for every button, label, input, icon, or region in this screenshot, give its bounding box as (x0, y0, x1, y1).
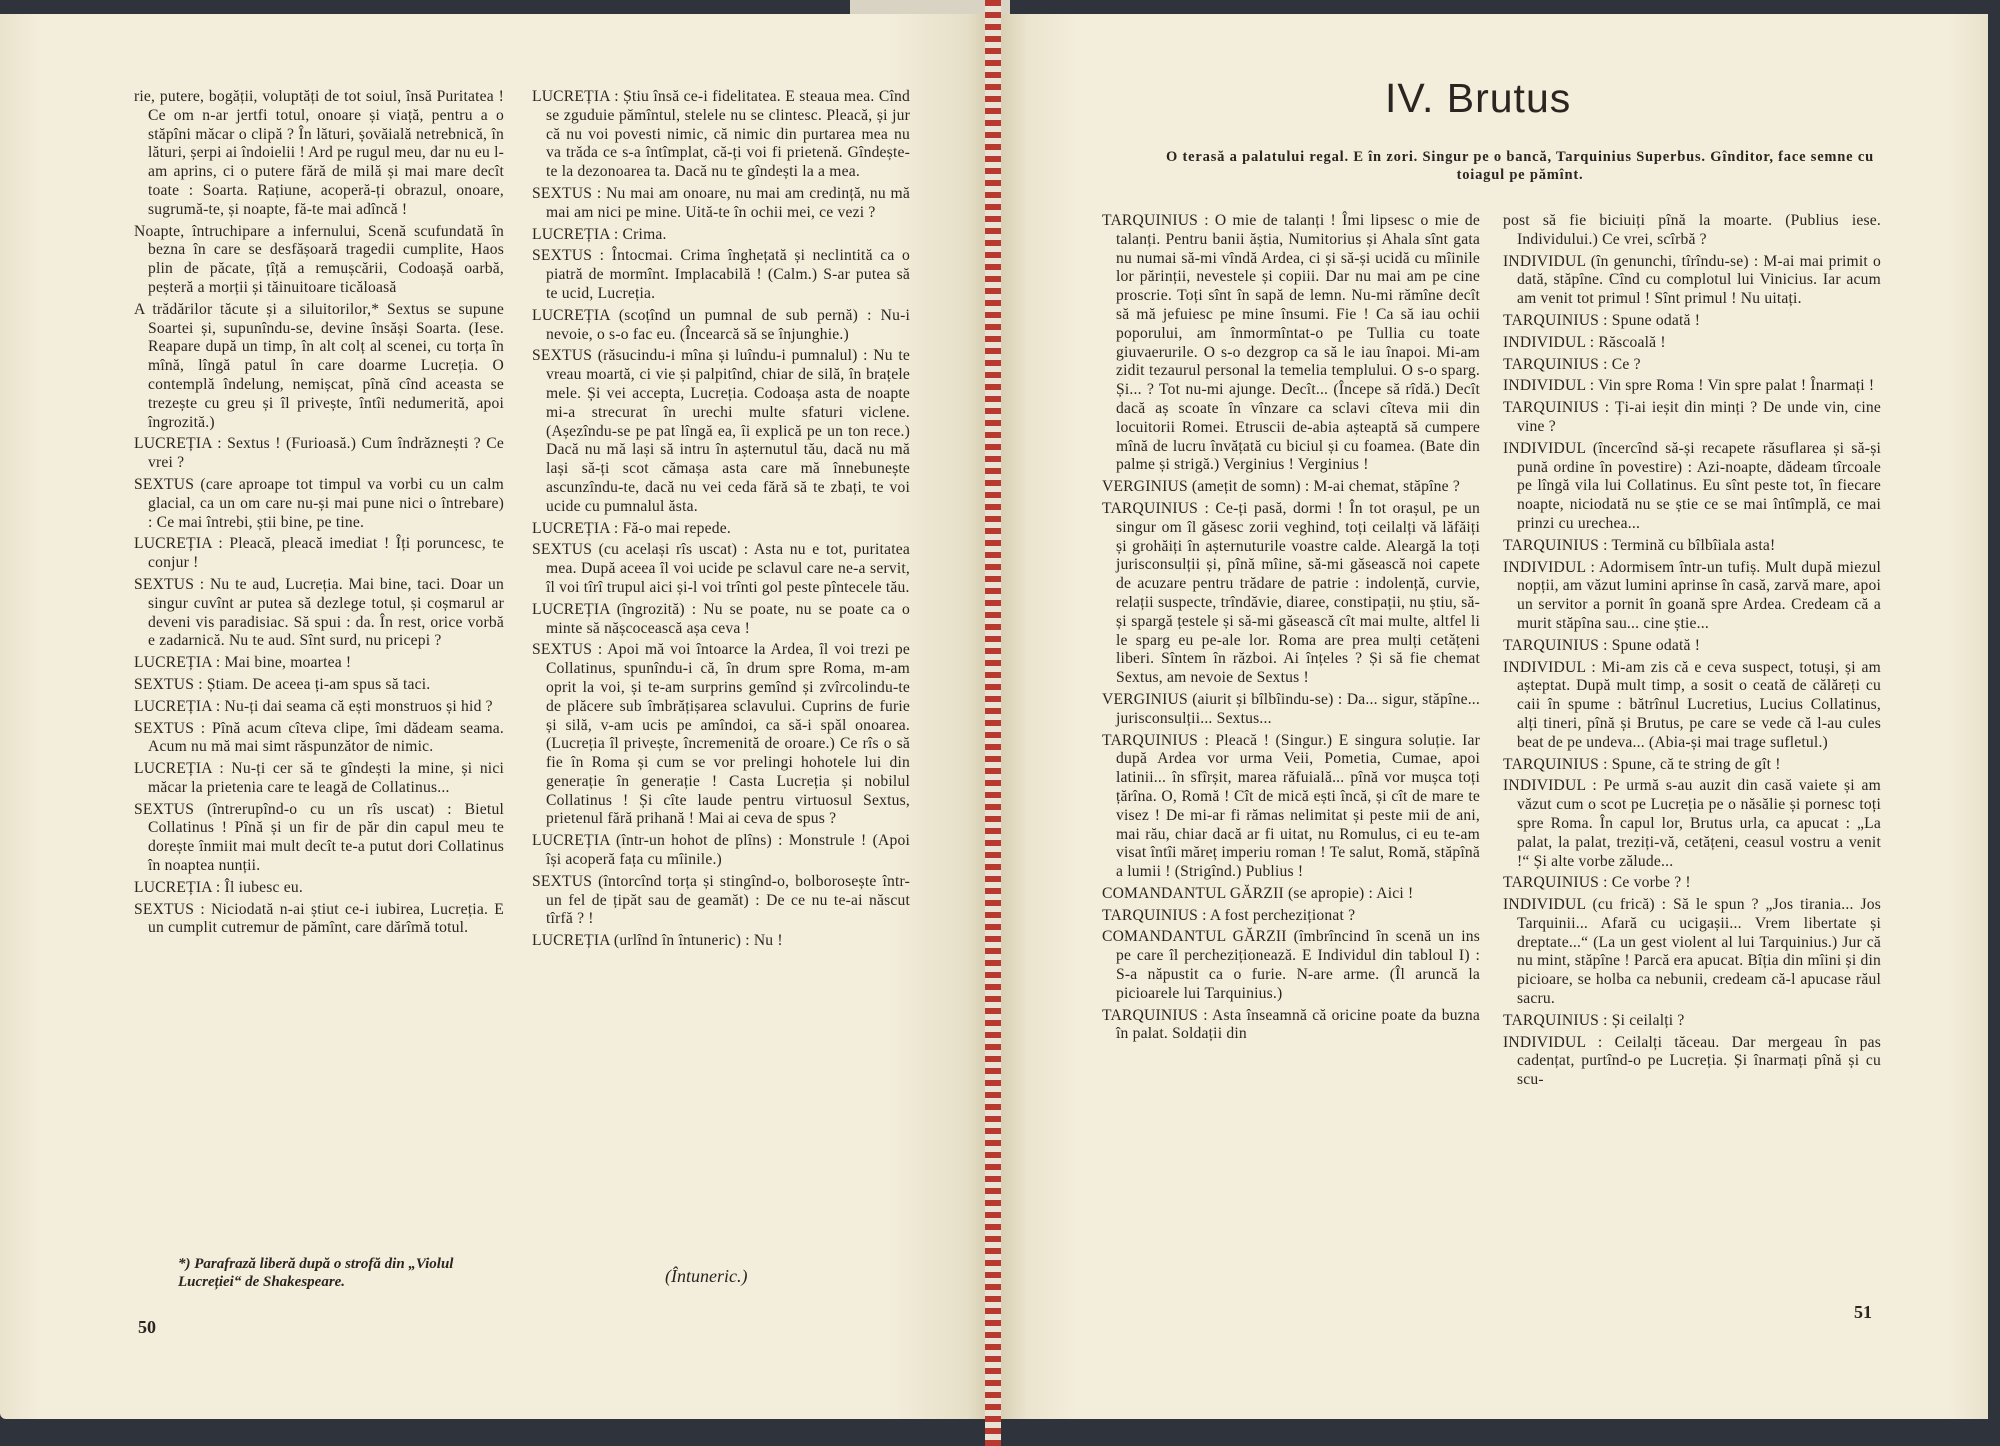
dialogue-paragraph: INDIVIDUL : Vin spre Roma ! Vin spre palat ! Înarmați ! (1503, 377, 1875, 395)
dialogue-paragraph: LUCREȚIA : Mai bine, moartea ! (134, 654, 352, 672)
right-page-column-1 (1102, 212, 1480, 1047)
dialogue-paragraph: TARQUINIUS : Ce ? (1503, 355, 1641, 373)
dialogue-paragraph: post să fie biciuiți pînă la moarte. (Publius iese. Individului.) Ce vrei, scîrbă ? (1503, 212, 1881, 248)
dialogue-paragraph: COMANDANTUL GĂRZII (se apropie) : Aici ! (1102, 884, 1414, 902)
dialogue-paragraph: TARQUINIUS : Și ceilalți ? (1503, 1011, 1685, 1029)
book-gutter (985, 0, 1001, 1446)
dialogue-paragraph: TARQUINIUS : Spune odată ! (1503, 636, 1701, 654)
dialogue-paragraph: LUCREȚIA : Nu-ți dai seama că ești monstruos și hid ? (134, 697, 493, 715)
dialogue-paragraph: INDIVIDUL (încercînd să-și recapete răsuflarea și să-și pună ordine în povestire) : Azi-noapte, dădeam tîrcoale pe lîngă vila lui Collatinus. Eu sînt peste tot, în fiecare noapte, niciodată nu se știe ce se mai întîmplă, ce mai prinzi cu urechea... (1503, 439, 1881, 532)
left-page-column-1 (134, 88, 504, 941)
dialogue-paragraph: LUCREȚIA : Crima. (532, 225, 667, 243)
dialogue-paragraph: SEXTUS : Niciodată n-ai știut ce-i iubirea, Lucreția. E un cumplit cutremur de pămînt, care dărîmă totul. (134, 900, 504, 937)
dialogue-paragraph: LUCREȚIA : Fă-o mai repede. (532, 519, 731, 537)
stage-direction-darkness: (Întuneric.) (665, 1266, 748, 1286)
dialogue-paragraph: LUCREȚIA : Pleacă, pleacă imediat ! Îți poruncesc, te conjur ! (134, 535, 504, 572)
dialogue-paragraph: VERGINIUS (amețit de somn) : M-ai chemat, stăpîne ? (1102, 478, 1460, 496)
dialogue-paragraph: SEXTUS : Nu te aud, Lucreția. Mai bine, taci. Doar un singur cuvînt ar putea să dezlege totul, și coșmarul ar deveni vis paradisiac. Să spui : da. În rest, orice vorbă e zadarnică. Nu te aud. Sînt surd, nu pricepi ? (134, 575, 504, 650)
dialogue-paragraph: LUCREȚIA : Știu însă ce-i fidelitatea. E steaua mea. Cînd se zguduie pămîntul, stelele nu se clintesc. Pleacă, și jur că nu voi povesti nimic, că nimic din purtarea mea nu va trăda ce s-a întîmplat, că-ți voi fi prietenă. Gîndește-te la dezonoarea ta. Dacă nu te gîndești la a mea. (532, 88, 910, 181)
dialogue-paragraph: INDIVIDUL (cu frică) : Să le spun ? „Jos tirania... Jos Tarquinii... Afară cu ucigașii... Vrem libertate și dreptate...“ (La un gest violent al lui Tarquinius.) Jur că nu mint, stăpîne ! Parcă era apucat. Bîția din mîini și din picioare, se holba ca nebunii, credeam că-l apucase răul sacru. (1503, 896, 1881, 1008)
dialogue-paragraph: COMANDANTUL GĂRZII (îmbrîncind în scenă un ins pe care îl percheziționează. E Individul din tabloul I) : S-a năpustit ca o furie. N-are arme. (Îl aruncă la picioarele lui Tarquinius.) (1102, 928, 1480, 1002)
dialogue-paragraph: INDIVIDUL (în genunchi, tîrîndu-se) : M-ai mai primit o dată, stăpîne. Cînd cu complotul lui Vinicius. Iar acum am venit tot primul ! Sînt primul ! Nu uitați. (1503, 252, 1881, 308)
dialogue-paragraph: INDIVIDUL : Adormisem într-un tufiș. Mult după miezul nopții, am văzut lumini aprinse în casă, zarvă mare, apoi un servitor a pornit în goană spre Ardea. Credeam că a murit stăpîna sau... cine știe... (1503, 558, 1881, 632)
dialogue-paragraph: SEXTUS : Apoi mă voi întoarce la Ardea, îl voi trezi pe Collatinus, spunîndu-i că, în drum spre Roma, m-am oprit la voi, și te-am surprins gemînd și zvîrcolindu-te de plăcere sub îmbrățișarea sclavului. Cuprins de furie și silă, v-am ucis pe amîndoi, ca să-i spăl onoarea. (Lucreția îl privește, încremenită de oroare.) Ce rîs o să fie în Roma și cum se vor prelingi hohotele lui din generație în generație ! Casta Lucreția și nobilul Collatinus ! Și cîte laude pentru virtuosul Sextus, prietenul fără prihană ! Mai ai ceva de spus ? (532, 641, 910, 828)
dialogue-paragraph: INDIVIDUL : Ceilalți tăceau. Dar mergeau în pas cadențat, purtînd-o pe Lucreția. Și înarmați pînă și cu scu- (1503, 1033, 1881, 1089)
dialogue-paragraph: LUCREȚIA : Îl iubesc eu. (134, 878, 303, 896)
dialogue-paragraph: TARQUINIUS : Ți-ai ieșit din minți ? De unde vin, cine vine ? (1503, 399, 1881, 435)
dialogue-paragraph: LUCREȚIA : Sextus ! (Furioasă.) Cum îndrăznești ? Ce vrei ? (134, 435, 504, 472)
dialogue-paragraph: TARQUINIUS : O mie de talanți ! Îmi lipsesc o mie de talanți. Pentru banii ăștia, Numitorius și Ahala sînt gata nu numai să-mi vîndă Ardea, ci și să-și ucidă cu mîinile lor părinții, nevestele și copiii. Dar nu mai am pe cine proscrie. Toți sînt în sapă de lemn. Nu-mi rămîne decît să mă jefuiesc pe mine însumi. Fie ! Ca să iau ochii poporului, am înmormîntat-o pe Tullia cu toate giuvaerurile. O s-o dezgrop ca să le iau înapoi. Mi-am zidit tezaurul personal la temelia templului. O s-o sparg. Și... ? Tot nu-mi ajunge. Decît... (Începe să rîdă.) Decît dacă aș scoate în vînzare ca sclavi cîteva mii din locuitorii Romei. Etruscii de-abia așteaptă să cumpere mînă de lucru învățată cu biciul și cu foamea. (Bate din palme și strigă.) Verginius ! Verginius ! (1102, 212, 1480, 474)
dialogue-paragraph: LUCREȚIA (îngrozită) : Nu se poate, nu se poate ca o minte să nășcocească așa ceva ! (532, 600, 910, 637)
dialogue-paragraph: SEXTUS (care aproape tot timpul va vorbi cu un calm glacial, ca un om care nu-și mai pune nici o întrebare) : Ce mai întrebi, știi bine, pe tine. (134, 475, 504, 531)
dialogue-paragraph: LUCREȚIA : Nu-ți cer să te gîndești la mine, și nici măcar la prietenia care te leagă de Collatinus... (134, 760, 504, 796)
dialogue-paragraph: TARQUINIUS : A fost percheziționat ? (1102, 906, 1356, 924)
dialogue-paragraph: TARQUINIUS : Asta înseamnă că oricine poate da buzna în palat. Soldații din (1102, 1006, 1480, 1043)
page-number-right: 51 (1854, 1302, 1872, 1322)
dialogue-paragraph: TARQUINIUS : Termină cu bîlbîiala asta! (1503, 536, 1776, 554)
dialogue-paragraph: SEXTUS (cu același rîs uscat) : Asta nu e tot, puritatea mea. După aceea îl voi ucide pe sclavul care ne-a servit, îl voi tîrî trupul aici și-l voi trînti gol peste pîntecele tău. (532, 541, 910, 596)
dialogue-paragraph: rie, putere, bogății, voluptăți de tot soiul, însă Puritatea ! Ce om n-ar jertfi totul, onoare și viață, pentru a o stăpîni măcar o clipă ? În lături, șovăială netrebnică, în lături, șerpi ai îndoielii ! Ard pe rugul meu, dar nu eu l-am aprins, ci o putere fără de milă și mai mare decît toate : Soarta. Rațiune, acoperă-ți obrazul, onoare, sugrumă-te, și noapte, fă-te mai adîncă ! (134, 88, 504, 218)
page-number-left: 50 (138, 1317, 156, 1337)
dialogue-paragraph: SEXTUS (răsucindu-i mîna și luîndu-i pumnalul) : Nu te vreau moartă, ci vie și palpitînd, chiar de silă, în brațele mele. Și vei accepta, Lucreția. Codoașa asta de noapte mi-a strecurat în urechi multe sfaturi viclene. (Așezîndu-se pe pat lîngă ea, îi explică pe un ton rece.) Dacă nu mă lași să intru în așternutul tău, dacă nu mă lași să-ți scot cămașa asta care mă înnebunește ascunzîndu-te, dacă nu vei ceda fără să te zbați, te voi ucide cu pumnalul ăsta. (532, 347, 910, 515)
dialogue-paragraph: INDIVIDUL : Mi-am zis că e ceva suspect, totuși, și am așteptat. După mult timp, a sosit o ceată de călăreți cu caii în spume : bătrînul Lucretius, Lucius Collatinus, alți tineri, pînă și Brutus, pe care se vede că l-au cules beat de pe undeva... (Abia-și mai trage sufletul.) (1503, 658, 1881, 751)
dialogue-paragraph: SEXTUS : Nu mai am onoare, nu mai am credință, nu mă mai am nici pe mine. Uită-te în ochii mei, ce vezi ? (532, 184, 910, 221)
dialogue-paragraph: Noapte, întruchipare a infernului, Scenă scufundată în bezna în care se desfășoară tragedii cumplite, Haos plin de păcate, țîță a remușcării, Codoașă oarbă, peșteră a morții și tăinuitoare ticăloasă (134, 222, 504, 296)
dialogue-paragraph: VERGINIUS (aiurit și bîlbîindu-se) : Da... sigur, stăpîne... jurisconsulții... Sextus... (1102, 690, 1480, 727)
dialogue-paragraph: LUCREȚIA (într-un hohot de plîns) : Monstrule ! (Apoi își acoperă fața cu mîinile.) (532, 832, 910, 869)
dialogue-paragraph: TARQUINIUS : Spune odată ! (1503, 311, 1701, 329)
left-page-column-2 (532, 88, 910, 954)
right-page-column-2 (1503, 212, 1881, 1093)
dialogue-paragraph: TARQUINIUS : Spune, că te string de gît ! (1503, 755, 1781, 773)
dialogue-paragraph: SEXTUS : Întocmai. Crima înghețată și neclintită ca o piatră de mormînt. Implacabilă ! (Calm.) S-ar putea să te ucid, Lucreția. (532, 247, 910, 302)
dialogue-paragraph: TARQUINIUS : Ce vorbe ? ! (1503, 874, 1691, 892)
dialogue-paragraph: INDIVIDUL : Pe urmă s-au auzit din casă vaiete și am văzut cum o scot pe Lucreția pe o năsălie și pornesc toți spre Roma. În capul lor, Brutus urla, ca apucat : „La palat, la palat, treziți-vă, cetățeni, ceasul vostru a venit !“ Și alte vorbe zălude... (1503, 777, 1881, 870)
dialogue-paragraph: SEXTUS (întorcînd torța și stingînd-o, bolborosește într-un fel de țipăt sau de geamăt) : De ce nu te-ai născut tîrfă ? ! (532, 872, 910, 928)
scene-setting: O terasă a palatului regal. E în zori. Singur pe o bancă, Tarquinius Superbus. Gînditor, face semne cu toiagul pe pămînt. (1166, 149, 1874, 183)
dialogue-paragraph: A trădărilor tăcute și a siluitorilor,* Sextus se supune Soartei și, supunîndu-se, devine însăși Soarta. (Iese. Reapare după un timp, în alt colț al scenei, cu torța în mînă, lîngă patul în care doarme Lucreția. O contemplă îndelung, nemișcat, pînă cînd aceasta se trezește cu greu și îl privește, întîi nedumerită, apoi îngrozită.) (134, 300, 504, 431)
dialogue-paragraph: TARQUINIUS : Pleacă ! (Singur.) E singura soluție. Iar după Ardea vor urma Veii, Pometia, Cumae, apoi latinii... în sfîrșit, marea răfuială... pînă vor mușca toți țărîna. O, Romă ! Cît de mică ești încă, și cît de mare te visez ! De mi-ar fi rămas nelimitat și peste mii de ani, mai rău, chiar dacă ar fi uitat, nu Romulus, ci eu te-am visat întîi măreț imperiu roman ! Te salut, Romă, stăpînă a lumii ! (Strigînd.) Publius ! (1102, 731, 1480, 881)
footnote: *) Parafrază liberă după o strofă din „Violul Lucreției“ de Shakespeare. (178, 1256, 454, 1290)
dialogue-paragraph: INDIVIDUL : Răscoală ! (1503, 333, 1666, 351)
dialogue-paragraph: SEXTUS (întrerupînd-o cu un rîs uscat) : Bietul Collatinus ! Pînă și un fir de păr din capul meu te dorește înmiit mai mult decît te-a putut dori Collatinus în noaptea nunții. (134, 800, 504, 875)
dialogue-paragraph: SEXTUS : Știam. De aceea ți-am spus să taci. (134, 675, 431, 693)
dialogue-paragraph: LUCREȚIA (urlînd în întuneric) : Nu ! (532, 932, 783, 950)
dialogue-paragraph: SEXTUS : Pînă acum cîteva clipe, îmi dădeam seama. Acum nu mă mai simt răspunzător de nimic. (134, 719, 504, 756)
act-title: IV. Brutus (1385, 75, 1572, 121)
dialogue-paragraph: TARQUINIUS : Ce-ți pasă, dormi ! În tot orașul, pe un singur om îl găsesc zorii veghind, toți ceilalți vă lăfăiți și grohăiți în așternuturile voastre calde. Aleargă la toți jurisconsulții și, pînă mîine, să-mi găsească noi capete de acuzare pentru trădare de patrie : indolență, curvie, relații suspecte, trîndăvie, diaree, constipații, nu știu, să-și spargă țestele și să-mi găsească cît mai multe, altfel li le sparg eu pe-ale lor. Roma are prea mulți cetățeni liberi. Sîntem în război. Ai înțeles ? Și să fie chemat Sextus, am nevoie de Sextus ! (1102, 499, 1480, 687)
dialogue-paragraph: LUCREȚIA (scoțînd un pumnal de sub pernă) : Nu-i nevoie, o s-o fac eu. (Încearcă să se înjunghie.) (532, 306, 910, 343)
